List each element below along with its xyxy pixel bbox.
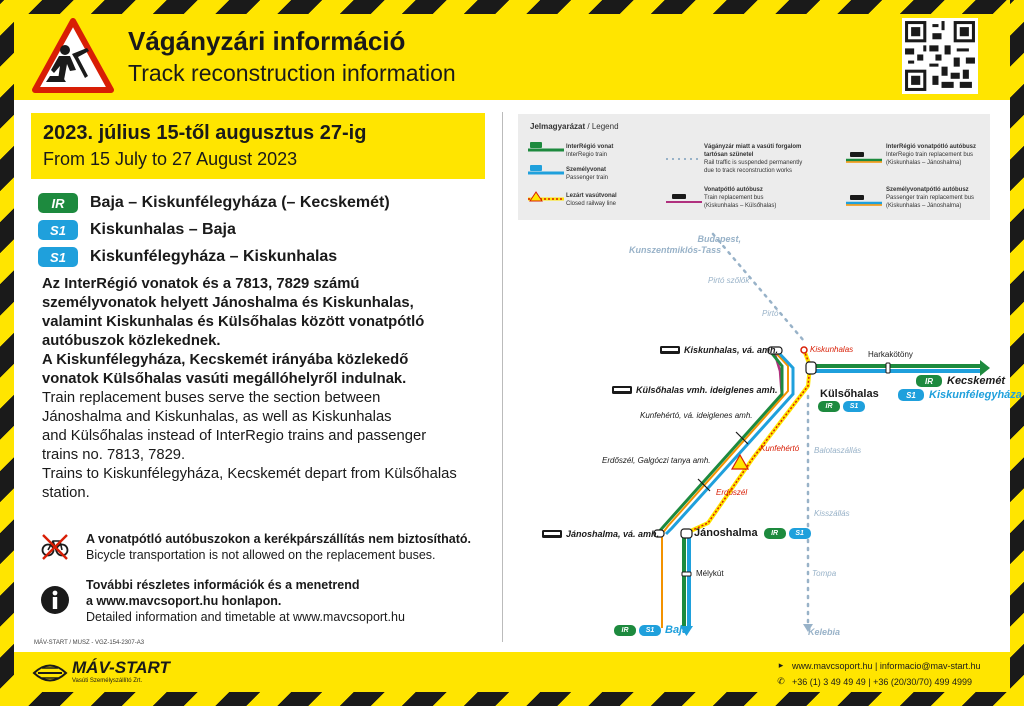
legend-suspended-hu: Vágányzár miatt a vasúti forgalom	[704, 144, 802, 150]
passenger-train-badge: S1	[843, 401, 865, 412]
legend-suspended	[704, 143, 802, 175]
label-kisszallas: Kisszállás	[814, 509, 850, 518]
closed-line	[684, 350, 810, 534]
passenger-train-badge: S1	[38, 247, 78, 267]
description-line: Train replacement buses serve the section between	[42, 390, 381, 406]
label-budapest-line: Budapest,	[697, 234, 741, 244]
passenger-train-badge: S1	[639, 625, 661, 636]
station-kulsohalas[interactable]	[806, 362, 816, 374]
legend-ir	[566, 143, 613, 159]
footer-phone[interactable]	[776, 676, 972, 687]
info-notice-hu: a www.mavcsoport.hu honlapon.	[86, 594, 282, 608]
label-kecskemet-text: Kecskemét	[947, 375, 1006, 387]
label-tompa: Tompa	[812, 569, 837, 578]
bike-notice-hu: A vonatpótló autóbuszokon a kerékpárszállítás nem biztosítható.	[86, 532, 472, 546]
interregio-badge: IR	[818, 401, 840, 412]
description-line: autóbuszok közlekednek.	[42, 333, 221, 349]
interregio-badge: IR	[916, 375, 942, 387]
divider	[502, 112, 503, 642]
date-box	[31, 113, 485, 179]
legend-title-hu: Jelmagyarázat	[530, 122, 586, 131]
legend-suspended-hu: tartósan szünetel	[704, 152, 754, 158]
legend-title: Jelmagyarázat / Legend	[530, 122, 619, 131]
description	[42, 275, 492, 503]
bus-icon-kulsohalas	[612, 386, 632, 394]
qr-code[interactable]	[902, 18, 978, 94]
label-janoshalma	[694, 527, 811, 539]
footer	[14, 652, 1010, 692]
legend-s-hu: Személyvonat	[566, 167, 607, 173]
label-baja-text: Baja	[665, 624, 689, 636]
interregio-badge: IR	[764, 528, 786, 539]
legend-ir-hu: InterRégió vonat	[566, 144, 614, 150]
mav-logo-icon	[32, 660, 68, 686]
legend-s-en: Passenger train	[566, 175, 609, 181]
label-pirto: Pirtó	[762, 309, 779, 318]
info-notice-hu: További részletes információk és a menetrend	[86, 578, 360, 592]
legend-s-bus-en: (Kiskunhalas – Jánoshalma)	[886, 203, 962, 209]
legend-bus-hu: Vonatpótló autóbusz	[704, 187, 763, 193]
route-text: Kiskunfélegyháza – Kiskunhalas	[90, 248, 338, 265]
bus-icon-janoshalma	[542, 530, 562, 538]
description-line: A Kiskunfélegyháza, Kecskemét irányába közlekedő	[42, 352, 409, 368]
kulsohalas-badges	[818, 401, 865, 412]
date-hungarian: 2023. július 15-től augusztus 27-ig	[43, 122, 367, 144]
label-melykut: Mélykút	[696, 569, 724, 578]
phone-icon: ✆	[777, 676, 785, 686]
document-code: MÁV-START / MUSZ - VGZ-154-2307-A3	[34, 640, 145, 646]
legend-ir-bus-icon	[846, 152, 882, 164]
label-balotaszallas: Balotaszállás	[814, 446, 862, 455]
label-pirto-szollok: Pirtó szőlők	[708, 276, 750, 285]
label-janoshalma-bus: Jánoshalma, vá. amh.	[566, 529, 660, 539]
footer-web-text: www.mavcsoport.hu | informacio@mav-start.hu	[792, 660, 981, 671]
legend-bus-en: (Kiskunhalas – Külsőhalas)	[704, 203, 777, 209]
legend-s-bus-en: Passenger train replacement bus	[886, 195, 975, 201]
label-harkakototo: Harkakötöny	[868, 350, 913, 359]
label-janoshalma-text: Jánoshalma	[694, 527, 758, 539]
info-notice-en: Detailed information and timetable at www.mavcsoport.hu	[86, 610, 405, 624]
bus-icon-kiskunhalas	[660, 346, 680, 354]
legend-s	[566, 166, 608, 182]
label-kiskunhalas-bus: Kiskunhalas, vá. amh.	[684, 345, 779, 355]
label-kulsohalas-bus: Külsőhalas vmh. ideiglenes amh.	[636, 385, 778, 395]
legend-suspended-en: due to track reconstruction works	[704, 168, 793, 174]
description-line: valamint Kiskunhalas és Külsőhalas között vonatpótló	[42, 314, 425, 330]
legend	[518, 114, 990, 220]
route-item	[38, 192, 390, 214]
legend-ir-bus-en: (Kiskunhalas – Jánoshalma)	[886, 160, 962, 166]
station-janoshalma[interactable]	[681, 529, 692, 538]
no-bicycle-icon	[40, 531, 70, 561]
info-icon	[40, 585, 70, 615]
description-line: személyvonatok helyett Jánoshalma és Kiskunhalas,	[42, 295, 414, 311]
label-kiskunfelegyhaza	[898, 389, 1022, 401]
legend-title-en: Legend	[591, 122, 619, 131]
label-kunfeherto-bus: Kunfehértó, vá. ideiglenes amh.	[640, 411, 753, 420]
description-line: trains no. 7813, 7829.	[42, 447, 186, 463]
station-kiskunhalas[interactable]	[801, 347, 807, 353]
route-item	[38, 246, 337, 268]
label-erdoszel-bus: Erdőszél, Galgóczi tanya amh.	[602, 456, 711, 465]
station-harkakototo[interactable]	[886, 363, 890, 373]
hazard-stripe-right	[1010, 0, 1024, 706]
date-english: From 15 July to 27 August 2023	[43, 149, 298, 169]
legend-ir-bus-hu: InterRégió vonatpótló autóbusz	[886, 144, 976, 150]
label-kiskunfelegyhaza-text: Kiskunfélegyháza	[929, 389, 1022, 401]
legend-bus-icon	[666, 194, 702, 206]
arrow-right-icon: ▸	[778, 660, 784, 670]
description-line: station.	[42, 485, 90, 501]
legend-closed-hu: Lezárt vasútvonal	[566, 193, 617, 199]
bike-notice-en: Bicycle transportation is not allowed on the replacement buses.	[86, 548, 436, 562]
route-text: Baja – Kiskunfélegyháza (– Kecskemét)	[90, 194, 390, 211]
legend-closed-en: Closed railway line	[566, 201, 617, 207]
legend-suspended-en: Rail traffic is suspended permanently	[704, 160, 803, 166]
legend-s-bus-hu: Személyvonatpótló autóbusz	[886, 187, 969, 193]
legend-ir-en: InterRegio train	[566, 152, 608, 158]
legend-ir-icon	[528, 142, 564, 154]
legend-s-bus	[886, 186, 974, 210]
road-works-warning-icon	[32, 18, 114, 94]
label-baja	[614, 624, 688, 636]
legend-closed-icon	[528, 191, 564, 203]
route-map	[518, 226, 1022, 648]
suspended-line-north	[713, 234, 804, 341]
hazard-stripe-top	[0, 0, 1024, 14]
label-kecskemet	[916, 375, 1005, 387]
interregio-badge: IR	[614, 625, 636, 636]
mav-start-logo	[32, 658, 172, 686]
footer-web[interactable]	[776, 660, 981, 671]
route-map-lines	[518, 226, 998, 648]
closed-line-dots	[684, 350, 810, 534]
content	[14, 100, 1022, 652]
route-item	[38, 219, 236, 241]
footer-phone-text: +36 (1) 3 49 49 49 | +36 (20/30/70) 499 4999	[792, 676, 972, 687]
legend-ir-bus-en: InterRegio train replacement bus	[886, 152, 974, 158]
kecskemet-arrow-icon	[980, 360, 990, 376]
passenger-train-badge: S1	[38, 220, 78, 240]
info-notice-text	[86, 577, 405, 625]
hazard-stripe-bottom	[0, 692, 1024, 706]
legend-s-bus-icon	[846, 195, 882, 207]
station-melykut[interactable]	[682, 572, 691, 576]
passenger-train-badge: S1	[898, 389, 924, 401]
legend-bus	[704, 186, 776, 210]
logo-text: MÁV-START	[72, 658, 170, 677]
label-kunfeherto: Kunfehértó	[760, 444, 800, 453]
label-erdoszel: Erdőszél	[716, 488, 748, 497]
label-kunszentmiklos: Kunszentmiklós-Tass	[629, 245, 722, 255]
bike-notice-text	[86, 531, 471, 563]
logo-subtitle: Vasúti Személyszállító Zrt.	[72, 678, 143, 684]
description-line: Jánoshalma and Kiskunhalas, as well as Kiskunhalas	[42, 409, 392, 425]
legend-closed	[566, 192, 617, 208]
legend-s-icon	[528, 165, 564, 177]
title-hungarian: Vágányzári információ	[128, 26, 406, 56]
description-line: vonatok Külsőhalas vasúti megállóhelyről indulnak.	[42, 371, 407, 387]
description-line: Trains to Kiskunfélegyháza, Kecskemét depart from Külsőhalas	[42, 466, 457, 482]
legend-ir-bus	[886, 143, 976, 167]
label-kelebia: Kelebia	[808, 627, 841, 637]
legend-suspended-icon	[666, 154, 702, 164]
hazard-stripe-left	[0, 0, 14, 706]
header	[14, 14, 1010, 100]
label-kulsohalas: Külsőhalas	[820, 388, 879, 400]
interregio-badge: IR	[38, 193, 78, 213]
label-kiskunhalas: Kiskunhalas	[810, 345, 854, 354]
title-english: Track reconstruction information	[128, 60, 456, 86]
route-text: Kiskunhalas – Baja	[90, 221, 236, 238]
description-line: Az InterRégió vonatok és a 7813, 7829 számú	[42, 276, 360, 292]
description-line: and Külsőhalas instead of InterRegio trains and passenger	[42, 428, 427, 444]
passenger-train-badge: S1	[789, 528, 811, 539]
legend-bus-en: Train replacement bus	[704, 195, 764, 201]
label-budapest	[671, 234, 741, 244]
